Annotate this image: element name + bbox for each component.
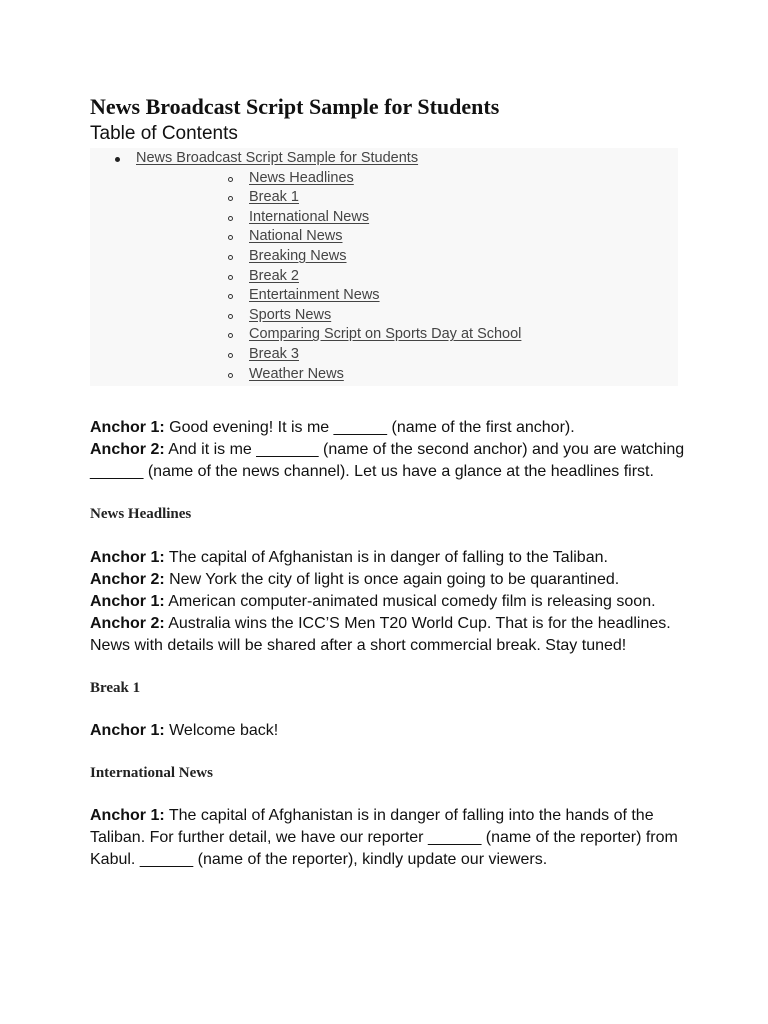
speaker-label: Anchor 1:: [90, 549, 165, 567]
line-text: And it is me _______ (name of the second anchor) and you are watching ______ (name of the news channel). Let us have a glance at the headlines first.: [90, 441, 685, 481]
script-line: [90, 720, 690, 742]
line-text: New York the city of light is once again going to be quarantined.: [164, 571, 620, 589]
intro-block: [90, 417, 690, 483]
toc-sub-item: [136, 345, 678, 365]
toc-link-break-3[interactable]: Break 3: [249, 345, 299, 362]
script-line: [90, 591, 690, 613]
toc-link-weather-news[interactable]: Weather News: [249, 365, 344, 382]
toc-sub-item: [136, 247, 678, 267]
toc-sub-item: [136, 188, 678, 208]
break1-block: [90, 720, 690, 742]
toc-sub-item: [136, 227, 678, 247]
line-text: The capital of Afghanistan is in danger of falling to the Taliban.: [164, 549, 608, 567]
document-page: [90, 92, 690, 871]
toc-sub-item: [136, 286, 678, 306]
script-line: [90, 805, 690, 871]
speaker-label: Anchor 2:: [90, 571, 165, 589]
toc-link-news-headlines[interactable]: News Headlines: [249, 169, 354, 186]
toc-sub-item: [136, 208, 678, 228]
toc-link-international-news[interactable]: International News: [249, 208, 370, 225]
speaker-label: Anchor 2:: [90, 615, 165, 633]
section-heading-break-1: Break 1: [90, 680, 141, 697]
toc-heading: Table of Contents: [90, 123, 238, 144]
line-text: Australia wins the ICC’S Men T20 World Cup. That is for the headlines. News with details will be shared after a short commercial break. Stay tuned!: [90, 615, 671, 655]
script-line: [90, 417, 690, 439]
speaker-label: Anchor 1:: [90, 722, 165, 740]
toc-link-entertainment-news[interactable]: Entertainment News: [249, 287, 380, 304]
script-line: [90, 547, 690, 569]
toc-sub-item: [136, 365, 678, 385]
line-text: Good evening! It is me ______ (name of the first anchor).: [164, 419, 575, 437]
section-heading-international-news: International News: [90, 765, 213, 782]
script-line: [90, 569, 690, 591]
international-block: [90, 805, 690, 871]
toc-link-comparing-script[interactable]: Comparing Script on Sports Day at School: [249, 326, 522, 343]
toc-link-break-1[interactable]: Break 1: [249, 189, 299, 206]
headlines-block: [90, 547, 690, 657]
toc-list: [90, 149, 678, 384]
toc-sub-item: [136, 267, 678, 287]
toc-link-national-news[interactable]: National News: [249, 228, 343, 245]
speaker-label: Anchor 1:: [90, 419, 165, 437]
section-heading-news-headlines: News Headlines: [90, 506, 192, 523]
line-text: American computer-animated musical comedy film is releasing soon.: [164, 593, 656, 611]
toc-sub-item: [136, 306, 678, 326]
toc-item-top: [90, 149, 678, 384]
toc-link-main[interactable]: News Broadcast Script Sample for Students: [136, 150, 419, 166]
line-text: Welcome back!: [164, 722, 279, 740]
script-line: [90, 613, 690, 657]
line-text: The capital of Afghanistan is in danger of falling into the hands of the Taliban. For further detail, we have our reporter ______ (name of the reporter) from Kabul. ______ (name of the reporter), kindly update our viewers.: [90, 807, 678, 869]
speaker-label: Anchor 2:: [90, 441, 165, 459]
toc-sub-list: [136, 169, 678, 385]
toc-link-break-2[interactable]: Break 2: [249, 267, 299, 284]
speaker-label: Anchor 1:: [90, 807, 165, 825]
document-title: News Broadcast Script Sample for Students: [90, 94, 500, 119]
toc-sub-item: [136, 325, 678, 345]
script-line: [90, 439, 690, 483]
speaker-label: Anchor 1:: [90, 593, 165, 611]
table-of-contents: [90, 148, 678, 386]
toc-sub-item: [136, 169, 678, 189]
toc-link-breaking-news[interactable]: Breaking News: [249, 247, 347, 264]
toc-link-sports-news[interactable]: Sports News: [249, 306, 332, 323]
